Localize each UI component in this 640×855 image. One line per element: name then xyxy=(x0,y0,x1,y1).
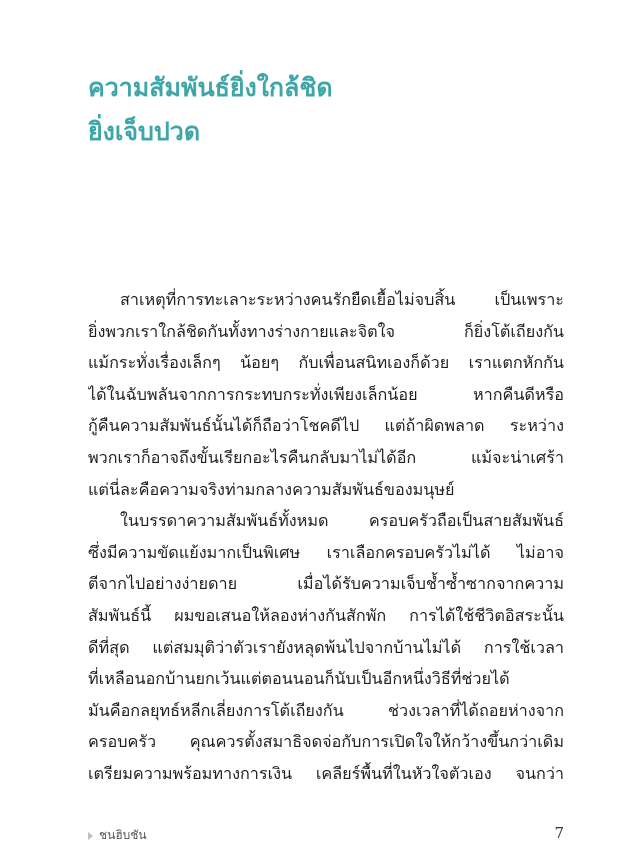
text-line: ครอบครัว คุณควรตั้งสมาธิจดจ่อกับการเปิดใจให้กว้างขึ้นกว่าเดิม xyxy=(88,732,564,752)
chapter-title-line-2: ยิ่งเจ็บปวด xyxy=(88,117,201,146)
text-line: สาเหตุที่การทะเลาะระหว่างคนรักยืดเยื้อไม่จบสิ้น เป็นเพราะ xyxy=(120,290,564,309)
body-text xyxy=(88,284,564,790)
chapter-title-line-1: ความสัมพันธ์ยิ่งใกล้ชิด xyxy=(88,73,333,102)
page-number: 7 xyxy=(554,824,564,842)
running-footer xyxy=(88,826,147,845)
book-title: ชนฮิบชัน xyxy=(99,828,147,842)
paragraph-2 xyxy=(88,505,564,789)
text-line: สัมพันธ์นี้ ผมขอเสนอให้ลองห่างกันสักพัก การได้ใช้ชีวิตอิสระนั้น xyxy=(88,605,564,625)
text-line: ที่เหลือนอกบ้านยกเว้นแต่ตอนนอนก็นับเป็นอีกหนึ่งวิธีที่ช่วยได้ xyxy=(88,669,510,689)
text-line: มันคือกลยุทธ์หลีกเลี่ยงการโต้เถียงกัน ช่วงเวลาที่ได้ถอยห่างจาก xyxy=(88,700,564,720)
chapter-title xyxy=(88,66,333,154)
text-line: ยิ่งพวกเราใกล้ชิดกันทั้งทางร่างกายและจิตใจ ก็ยิ่งโต้เถียงกัน xyxy=(88,321,564,341)
page-footer xyxy=(88,826,564,846)
text-line: กู้คืนความสัมพันธ์นั้นได้ก็ถือว่าโชคดีไป แต่ถ้าผิดพลาด ระหว่าง xyxy=(88,416,564,436)
text-line: แม้กระทั่งเรื่องเล็กๆ น้อยๆ กับเพื่อนสนิทเองก็ด้วย เราแตกหักกัน xyxy=(88,353,564,373)
text-line: เตรียมความพร้อมทางการเงิน เคลียร์พื้นที่ในหัวใจตัวเอง จนกว่า xyxy=(88,763,564,783)
paragraph-1 xyxy=(88,284,564,505)
text-line: ดีที่สุด แต่สมมุติว่าตัวเรายังหลุดพ้นไปจากบ้านไม่ได้ การใช้เวลา xyxy=(88,637,564,657)
text-line: ซึ่งมีความขัดแย้งมากเป็นพิเศษ เราเลือกครอบครัวไม่ได้ ไม่อาจ xyxy=(88,542,564,562)
text-line: แต่นี่ละคือความจริงท่ามกลางความสัมพันธ์ของมนุษย์ xyxy=(88,479,455,499)
text-line: พวกเราก็อาจถึงขั้นเรียกอะไรคืนกลับมาไม่ได้อีก แม้จะน่าเศร้า xyxy=(88,447,564,467)
triangle-bullet-icon xyxy=(88,832,93,840)
text-line: ได้ในฉับพลันจากการกระทบกระทั่งเพียงเล็กน้อย หากคืนดีหรือ xyxy=(88,384,564,404)
text-line: ตีจากไปอย่างง่ายดาย เมื่อได้รับความเจ็บช้ำซ้ำซากจากความ xyxy=(88,574,564,594)
text-line: ในบรรดาความสัมพันธ์ทั้งหมด ครอบครัวถือเป็นสายสัมพันธ์ xyxy=(120,511,564,531)
